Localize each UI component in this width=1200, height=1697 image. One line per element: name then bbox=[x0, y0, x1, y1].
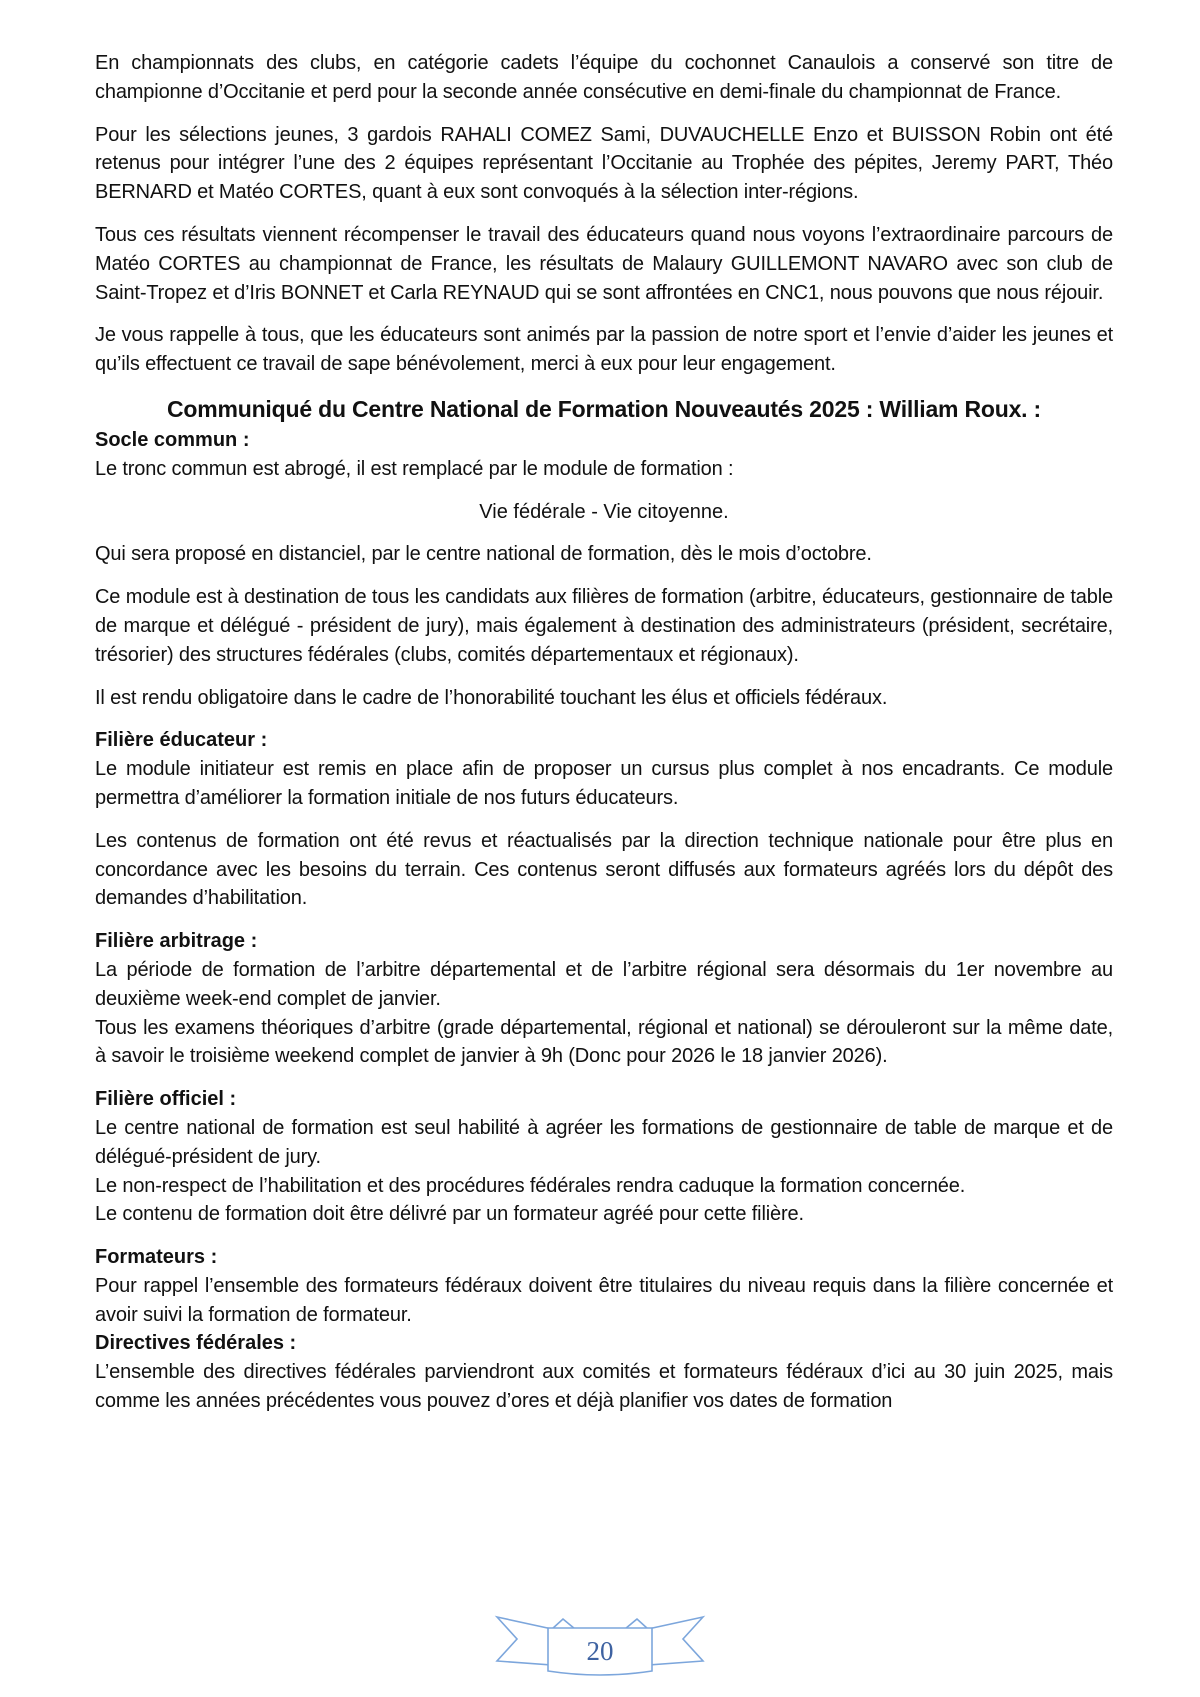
page-number-ribbon bbox=[494, 1613, 706, 1681]
officiel-paragraph-2: Le non-respect de l’habilitation et des procédures fédérales rendra caduque la formation concernée. bbox=[95, 1174, 966, 1197]
socle-paragraph-3: Ce module est à destination de tous les candidats aux filières de formation (arbitre, éducateurs, gestionnaire de table de marque et délégué - président de jury), mais également à destination des administrateurs (président, secrétaire, trésorier) des structures fédérales (clubs, comités départementaux et régionaux). bbox=[95, 586, 1113, 666]
subhead-socle-commun: Socle commun : bbox=[95, 428, 250, 451]
subhead-formateurs: Formateurs : bbox=[95, 1246, 218, 1269]
subhead-directives-federales: Directives fédérales : bbox=[95, 1332, 297, 1355]
page-number: 20 bbox=[586, 1636, 614, 1666]
subhead-filiere-educateur: Filière éducateur : bbox=[95, 729, 268, 752]
arbitrage-paragraph-1: La période de formation de l’arbitre départemental et de l’arbitre régional sera désormais du 1er novembre au deuxième week-end complet de janvier. bbox=[95, 958, 1113, 1010]
intro-paragraph-3: Tous ces résultats viennent récompenser le travail des éducateurs quand nous voyons l’extraordinaire parcours de Matéo CORTES au championnat de France, les résultats de Malaury GUILLEMONT NAVARO avec son club de Saint-Tropez et d’Iris BONNET et Carla REYNAUD qui se sont affrontées en CNC1, nous pouvons que nous réjouir. bbox=[95, 223, 1113, 304]
subhead-filiere-officiel: Filière officiel : bbox=[95, 1088, 237, 1111]
intro-paragraph-4: Je vous rappelle à tous, que les éducateurs sont animés par la passion de notre sport et l’envie d’aider les jeunes et qu’ils effectuent ce travail de sape bénévolement, merci à eux pour leur engagement. bbox=[95, 324, 1113, 376]
educateur-paragraph-1: Le module initiateur est remis en place afin de proposer un cursus plus complet à nos encadrants. Ce module permettra d’améliorer la formation initiale de nos futurs éducateurs. bbox=[95, 758, 1113, 809]
intro-paragraph-1: En championnats des clubs, en catégorie cadets l’équipe du cochonnet Canaulois a conservé son titre de championne d’Occitanie et perd pour la seconde année consécutive en demi-finale du championnat de France. bbox=[95, 52, 1113, 103]
subhead-filiere-arbitrage: Filière arbitrage : bbox=[95, 930, 258, 953]
officiel-paragraph-1: Le centre national de formation est seul habilité à agréer les formations de gestionnaire de table de marque et de délégué-président de jury. bbox=[95, 1116, 1113, 1168]
vie-federale-line: Vie fédérale - Vie citoyenne. bbox=[479, 500, 729, 523]
officiel-paragraph-3: Le contenu de formation doit être délivré par un formateur agréé pour cette filière. bbox=[95, 1203, 804, 1226]
intro-paragraph-2: Pour les sélections jeunes, 3 gardois RAHALI COMEZ Sami, DUVAUCHELLE Enzo et BUISSON Robin ont été retenus pour intégrer l’une des 2 équipes représentant l’Occitanie au Trophée des pépites, Jeremy PART, Théo BERNARD et Matéo CORTES, quant à eux sont convoqués à la sélection inter-régions. bbox=[95, 123, 1113, 204]
formateurs-paragraph-1: Pour rappel l’ensemble des formateurs fédéraux doivent être titulaires du niveau requis dans la filière concernée et avoir suivi la formation de formateur. bbox=[95, 1274, 1113, 1326]
ribbon-banner-icon bbox=[494, 1613, 706, 1681]
communique-title: Communiqué du Centre National de Formation Nouveautés 2025 : William Roux. : bbox=[166, 395, 1042, 422]
directives-paragraph-1: L’ensemble des directives fédérales parviendront aux comités et formateurs fédéraux d’ici au 30 juin 2025, mais comme les années précédentes vous pouvez d’ores et déjà planifier vos dates de formation bbox=[95, 1361, 1113, 1413]
socle-paragraph-4: Il est rendu obligatoire dans le cadre de l’honorabilité touchant les élus et officiels fédéraux. bbox=[95, 686, 888, 709]
arbitrage-paragraph-2: Tous les examens théoriques d’arbitre (grade départemental, régional et national) se dérouleront sur la même date, à savoir le troisième weekend complet de janvier à 9h (Donc pour 2026 le 18 janvier 2026). bbox=[95, 1016, 1113, 1068]
socle-paragraph-2: Qui sera proposé en distanciel, par le centre national de formation, dès le mois d’octobre. bbox=[95, 543, 872, 566]
educateur-paragraph-2: Les contenus de formation ont été revus et réactualisés par la direction technique nationale pour être plus en concordance avec les besoins du terrain. Ces contenus seront diffusés aux formateurs agréés lors du dépôt des demandes d’habilitation. bbox=[95, 829, 1113, 910]
socle-paragraph-1: Le tronc commun est abrogé, il est remplacé par le module de formation : bbox=[95, 457, 734, 480]
